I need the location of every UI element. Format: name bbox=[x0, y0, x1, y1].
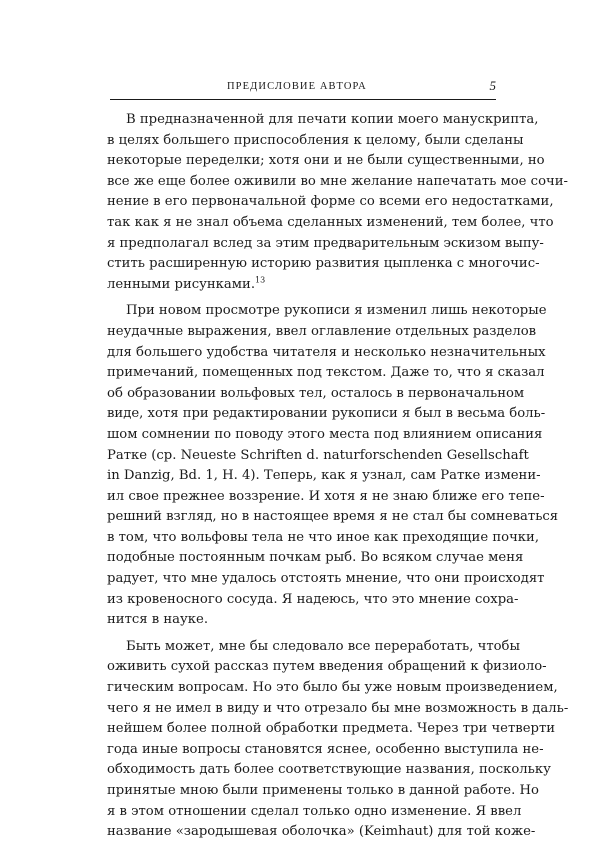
text-line: шом сомнении по поводу этого места под влиянием описания bbox=[107, 426, 543, 442]
text-line: примечаний, помещенных под текстом. Даже то, что я сказал bbox=[107, 365, 545, 381]
text-line: Быть может, мне бы следовало все переработать, чтобы bbox=[126, 638, 520, 654]
text-line: все же еще более оживили во мне желание напечатать мое сочи- bbox=[107, 173, 568, 189]
text-line: я предполагал вслед за этим предварительным эскизом выпу- bbox=[107, 235, 544, 251]
text-line: оживить сухой рассказ путем введения обращений к физиоло- bbox=[107, 659, 547, 675]
running-head bbox=[110, 80, 496, 94]
text-line: виде, хотя при редактировании рукописи я был в весьма боль- bbox=[107, 406, 546, 422]
text-line: название «зародышевая оболочка» (Keimhaut) для той коже- bbox=[107, 824, 536, 840]
text-line: принятые мною были применены только в данной работе. Но bbox=[107, 783, 539, 798]
text-line: обходимость дать более соответствующие названия, поскольку bbox=[107, 762, 551, 778]
text-line: решний взгляд, но в настоящее время я не стал бы сомневаться bbox=[107, 509, 559, 525]
text-line: об образовании вольфовых тел, осталось в первоначальном bbox=[107, 385, 525, 401]
text-line: В предназначенной для печати копии моего манускрипта, bbox=[126, 112, 539, 127]
text-line: из кровеносного сосуда. Я надеюсь, что это мнение сохра- bbox=[107, 591, 519, 607]
text-line: гическим вопросам. Но это было бы уже новым произведением, bbox=[107, 680, 558, 696]
text-line: подобные постоянным почкам рыб. Во всяком случае меня bbox=[107, 550, 524, 566]
text-line: нение в его первоначальной форме со всеми его недостатками, bbox=[107, 194, 554, 210]
body-text bbox=[107, 110, 569, 843]
text-line: в том, что вольфовы тела не что иное как преходящие почки, bbox=[107, 529, 540, 545]
text-line: я в этом отношении сделал только одно изменение. Я ввел bbox=[107, 803, 522, 819]
text-line: нится в науке. bbox=[107, 612, 209, 628]
text-line: для большего удобства читателя и несколько незначительных bbox=[107, 344, 546, 360]
text-line: нейшем более полной обработки предмета. Через три четверти bbox=[107, 721, 556, 737]
text-line: ил свое прежнее воззрение. И хотя я не знаю ближе его тепе- bbox=[107, 488, 545, 504]
text-line: так как я не знал объема сделанных изменений, тем более, что bbox=[107, 214, 554, 230]
text-line: стить расширенную историю развития цыпленка с многочис- bbox=[107, 256, 540, 272]
text-line: чего я не имел в виду и что отрезало бы мне возможность в даль- bbox=[107, 700, 569, 716]
text-line: радует, что мне удалось отстоять мнение, что они происходят bbox=[107, 571, 545, 587]
footnote-reference: 13 bbox=[255, 275, 266, 285]
paragraph-2 bbox=[107, 301, 559, 631]
paragraph-1 bbox=[107, 110, 568, 295]
text-line: неудачные выражения, ввел оглавление отдельных разделов bbox=[107, 323, 537, 339]
text-line: в целях большего приспособления к целому, были сделаны bbox=[107, 132, 524, 148]
text-line: некоторые переделки; хотя они и не были существенными, но bbox=[107, 153, 545, 169]
text-line: При новом просмотре рукописи я изменил лишь некоторые bbox=[126, 303, 547, 319]
text-line-with-footnote bbox=[107, 275, 499, 296]
text-line: года иные вопросы становятся яснее, особенно выступила не- bbox=[107, 741, 544, 757]
paragraph-3 bbox=[107, 637, 569, 843]
header-rule bbox=[110, 99, 496, 100]
running-title: ПРЕДИСЛОВИЕ АВТОРА bbox=[227, 81, 367, 92]
page-number: 5 bbox=[489, 78, 496, 93]
text-line: ленными рисунками. bbox=[107, 276, 256, 292]
text-line: in Danzig, Bd. 1, H. 4). Теперь, как я узнал, сам Ратке измени- bbox=[107, 468, 541, 484]
text-line: Ратке (ср. Neueste Schriften d. naturforschenden Gesellschaft bbox=[107, 447, 529, 463]
